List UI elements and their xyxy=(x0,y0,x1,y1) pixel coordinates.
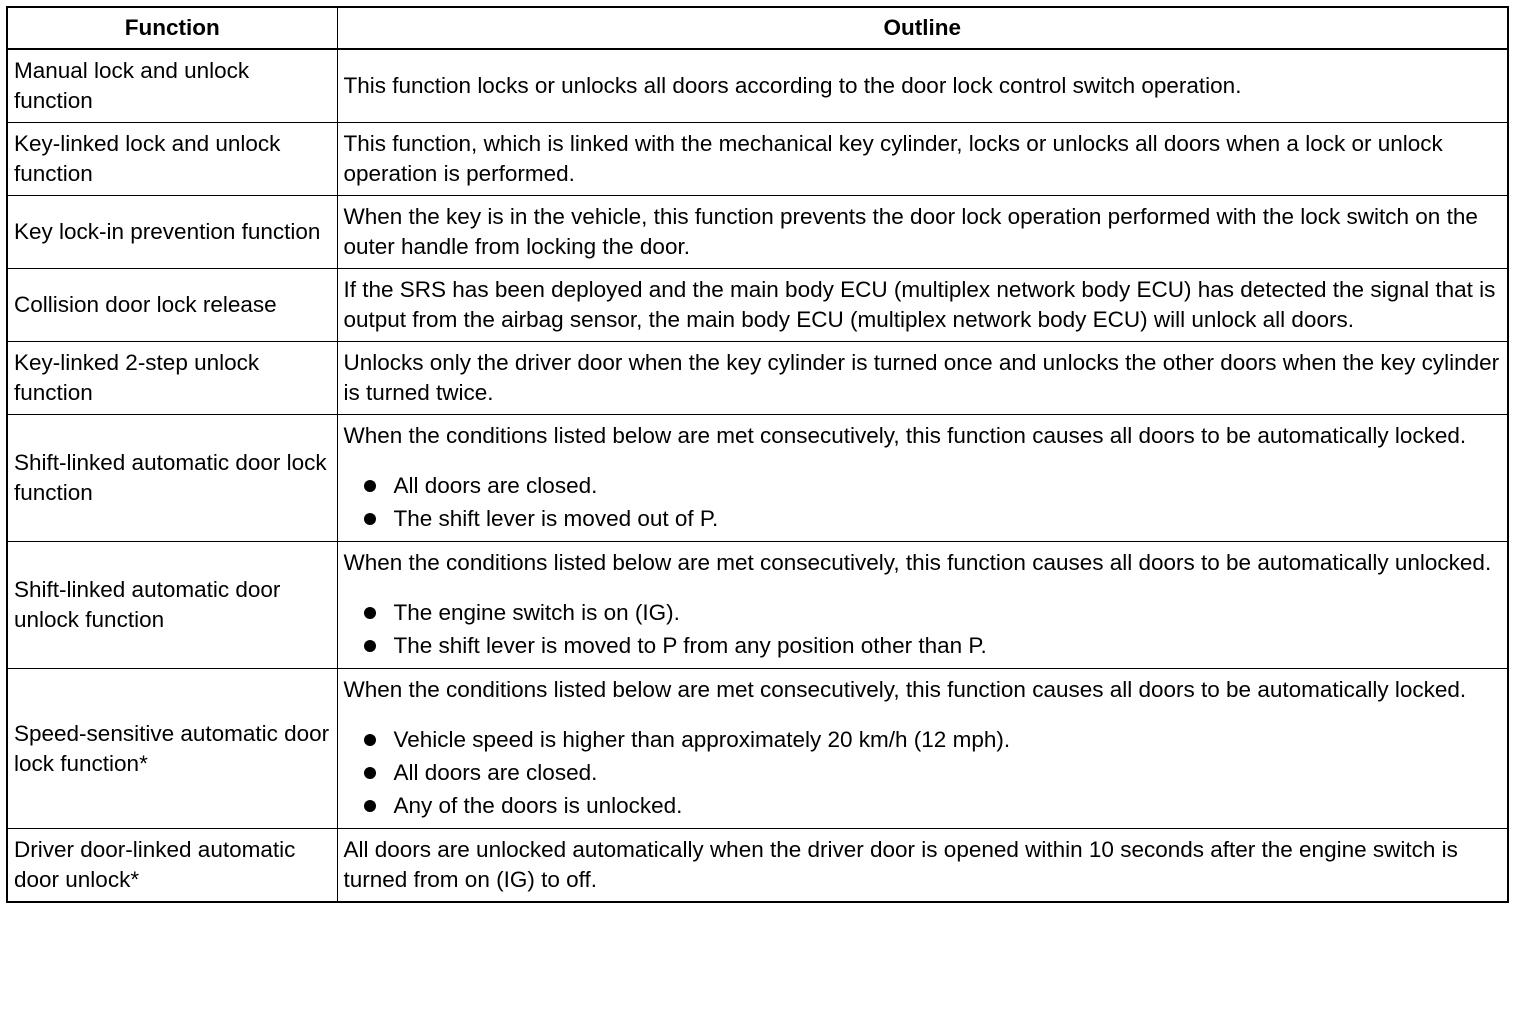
header-function: Function xyxy=(7,7,337,49)
outline-cell xyxy=(337,196,1508,269)
table-row xyxy=(7,829,1508,903)
function-cell: Speed-sensitive automatic door lock function* xyxy=(7,669,337,829)
outline-cell xyxy=(337,269,1508,342)
function-cell: Shift-linked automatic door lock function xyxy=(7,415,337,542)
door-lock-function-table xyxy=(6,6,1509,903)
function-cell: Shift-linked automatic door unlock function xyxy=(7,542,337,669)
function-cell: Key lock-in prevention function xyxy=(7,196,337,269)
outline-text: When the conditions listed below are met consecutively, this function causes all doors to be automatically unlocked. xyxy=(343,550,1492,575)
condition-list xyxy=(344,596,1502,662)
function-cell: Driver door-linked automatic door unlock* xyxy=(7,829,337,903)
condition-text: Vehicle speed is higher than approximately 20 km/h (12 mph). xyxy=(393,727,1011,752)
bullet-icon xyxy=(364,767,376,779)
outline-text: When the key is in the vehicle, this function prevents the door lock operation performed with the lock switch on the outer handle from locking the door. xyxy=(343,204,1478,259)
bullet-icon xyxy=(364,734,376,746)
function-cell: Manual lock and unlock function xyxy=(7,49,337,123)
outline-cell xyxy=(337,829,1508,903)
condition-text: Any of the doors is unlocked. xyxy=(393,793,683,818)
bullet-icon xyxy=(364,640,376,652)
function-cell: Key-linked 2-step unlock function xyxy=(7,342,337,415)
outline-text: All doors are unlocked automatically when the driver door is opened within 10 seconds after the engine switch is turned from on (IG) to off. xyxy=(343,837,1458,892)
outline-cell xyxy=(337,49,1508,123)
table-row xyxy=(7,196,1508,269)
condition-list xyxy=(344,723,1502,822)
table-row xyxy=(7,269,1508,342)
table-row xyxy=(7,415,1508,542)
condition-item xyxy=(344,789,1502,822)
outline-text: When the conditions listed below are met consecutively, this function causes all doors to be automatically locked. xyxy=(343,423,1467,448)
bullet-icon xyxy=(364,513,376,525)
condition-item xyxy=(344,502,1502,535)
outline-cell xyxy=(337,669,1508,829)
bullet-icon xyxy=(364,480,376,492)
table-row xyxy=(7,669,1508,829)
condition-list xyxy=(344,469,1502,535)
header-outline: Outline xyxy=(337,7,1508,49)
table-row xyxy=(7,342,1508,415)
condition-text: All doors are closed. xyxy=(393,473,598,498)
condition-item xyxy=(344,469,1502,502)
bullet-icon xyxy=(364,607,376,619)
outline-text: Unlocks only the driver door when the key cylinder is turned once and unlocks the other doors when the key cylinder is turned twice. xyxy=(343,350,1500,405)
condition-item xyxy=(344,756,1502,789)
table-row xyxy=(7,49,1508,123)
function-cell: Collision door lock release xyxy=(7,269,337,342)
function-cell: Key-linked lock and unlock function xyxy=(7,123,337,196)
outline-text: When the conditions listed below are met consecutively, this function causes all doors to be automatically locked. xyxy=(343,677,1467,702)
condition-text: The shift lever is moved out of P. xyxy=(393,506,719,531)
outline-cell xyxy=(337,415,1508,542)
condition-item xyxy=(344,596,1502,629)
condition-text: All doors are closed. xyxy=(393,760,598,785)
header-row xyxy=(7,7,1508,49)
outline-cell xyxy=(337,123,1508,196)
outline-text: If the SRS has been deployed and the main body ECU (multiplex network body ECU) has detected the signal that is output from the airbag sensor, the main body ECU (multiplex network body ECU) will unlock all doors. xyxy=(343,277,1496,332)
condition-item xyxy=(344,723,1502,756)
outline-text: This function locks or unlocks all doors according to the door lock control switch operation. xyxy=(343,73,1242,98)
condition-text: The engine switch is on (IG). xyxy=(393,600,680,625)
outline-cell xyxy=(337,342,1508,415)
table-row xyxy=(7,542,1508,669)
outline-text: This function, which is linked with the mechanical key cylinder, locks or unlocks all doors when a lock or unlock operation is performed. xyxy=(343,131,1443,186)
bullet-icon xyxy=(364,800,376,812)
outline-cell xyxy=(337,542,1508,669)
table-row xyxy=(7,123,1508,196)
condition-item xyxy=(344,629,1502,662)
condition-text: The shift lever is moved to P from any position other than P. xyxy=(393,633,987,658)
